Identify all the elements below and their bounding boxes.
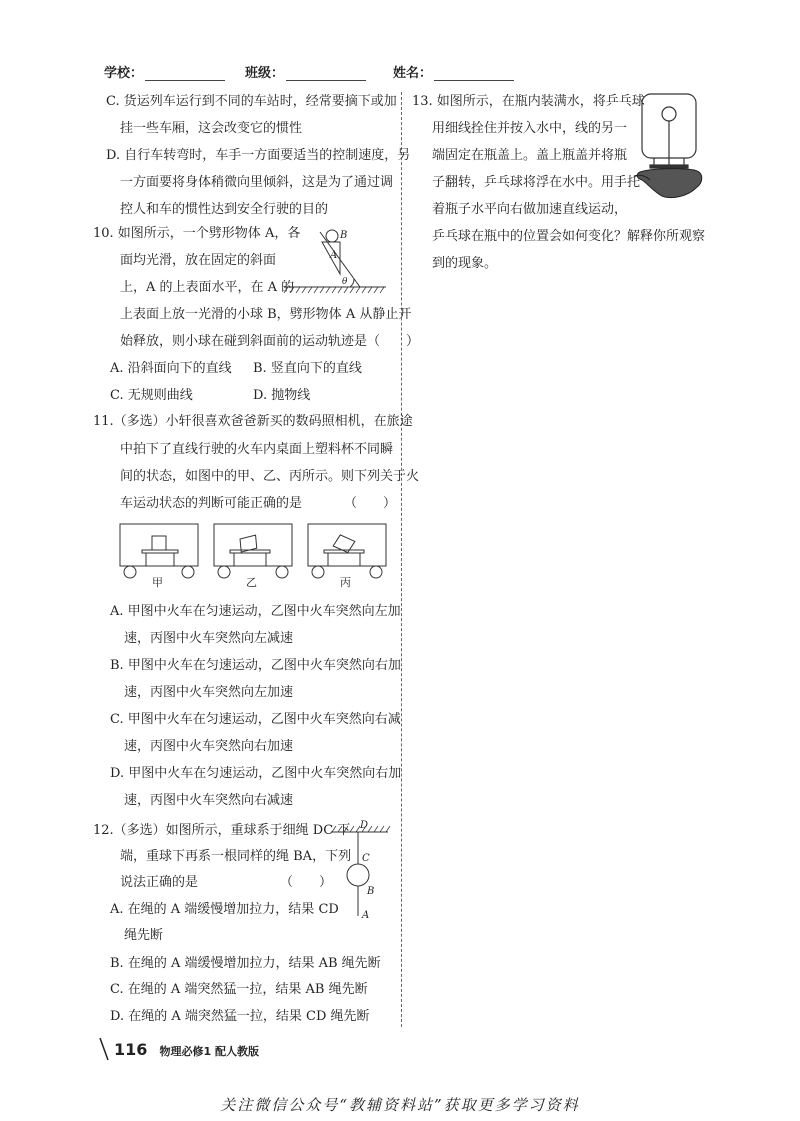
label-jia: 甲 — [152, 576, 163, 589]
hand — [637, 169, 702, 198]
wechat-promo-note: 关注微信公众号“教辅资料站”获取更多学习资料 — [220, 1096, 580, 1114]
heavy-ball — [347, 864, 369, 886]
q10-line5: 始释放，则小球在碰到斜面前的运动轨迹是（ ） — [120, 334, 420, 349]
q11-option-d-line1: D. 甲图中火车在匀速运动，乙图中火车突然向右加 — [110, 766, 402, 781]
class-field: 班级： — [245, 62, 366, 81]
q11-option-b-line1: B. 甲图中火车在匀速运动，乙图中火车突然向右加 — [110, 658, 401, 673]
q13-line6: 乒乓球在瓶中的位置会如何变化？解释你所观察 — [432, 229, 706, 244]
q12-answer-paren: （ ） — [280, 875, 333, 890]
q12-option-a-line1: A. 在绳的 A 端缓慢增加拉力，结果 CD — [110, 902, 339, 917]
book-title: 物理必修1 配人教版 — [159, 1045, 260, 1058]
q13-line7: 到的现象。 — [432, 256, 498, 271]
page-number: 116 — [114, 1040, 148, 1059]
label-b: B — [340, 230, 348, 241]
q13-line3: 端固定在瓶盖上。盖上瓶盖并将瓶 — [432, 148, 628, 163]
wedge-incline-figure — [282, 222, 388, 298]
q13-line2: 用细线拴住并按入水中，线的另一 — [432, 121, 628, 136]
car-yi — [214, 524, 292, 578]
column-divider — [401, 92, 402, 1027]
q10-line1: 10. 如图所示，一个劈形物体 A，各 — [93, 226, 301, 241]
q11-option-d-line2: 速，丙图中火车突然向右减速 — [124, 793, 294, 808]
q10-option-d: D. 抛物线 — [253, 388, 311, 403]
label-a: A — [362, 910, 370, 921]
label-theta: θ — [342, 277, 348, 287]
q12-option-b: B. 在绳的 A 端缓慢增加拉力，结果 AB 绳先断 — [110, 956, 381, 971]
q12-line2: 端，重球下再系一根同样的绳 BA，下列 — [120, 849, 352, 864]
label-bing: 丙 — [340, 576, 351, 589]
q10-option-b: B. 竖直向下的直线 — [253, 361, 362, 376]
q12-option-a-line2: 绳先断 — [124, 928, 164, 943]
q10-line3: 上，A 的上表面水平，在 A 的 — [120, 280, 295, 295]
q9-option-c-line2: 挂一些车厢，这会改变它的惯性 — [120, 121, 303, 136]
q11-option-c-line2: 速，丙图中火车突然向右加速 — [124, 739, 294, 754]
label-b: B — [367, 886, 375, 897]
label-c: C — [362, 853, 370, 864]
q11-line4: 车运动状态的判断可能正确的是 — [120, 496, 303, 511]
ball-b — [326, 230, 338, 242]
car-bing — [308, 524, 386, 578]
student-info-header — [104, 62, 534, 82]
label-d: D — [360, 820, 369, 831]
bottle-ball-figure — [632, 88, 706, 206]
q9-option-d-line2: 一方面要将身体稍微向里倾斜，这是为了通过调 — [120, 175, 394, 190]
q13-line1: 13. 如图所示，在瓶内装满水，将乒乓球 — [412, 94, 645, 109]
bottle-cap — [650, 165, 688, 168]
q10-line2: 面均光滑，放在固定的斜面 — [120, 253, 277, 268]
q11-option-c-line1: C. 甲图中火车在匀速运动，乙图中火车突然向右减 — [110, 712, 401, 727]
school-field: 学校： — [104, 62, 225, 81]
q12-line1: 12.（多选）如图所示，重球系于细绳 DC 下 — [93, 823, 351, 838]
q10-option-c: C. 无规则曲线 — [110, 388, 193, 403]
q11-line3: 间的状态，如图中的甲、乙、丙所示。则下列关于火 — [120, 469, 420, 484]
q11-option-a-line1: A. 甲图中火车在匀速运动，乙图中火车突然向左加 — [110, 604, 401, 619]
page-number-slash — [98, 1036, 112, 1062]
ping-pong-ball — [662, 107, 676, 121]
q12-option-d: D. 在绳的 A 端突然猛一拉，结果 CD 绳先断 — [110, 1009, 370, 1024]
q11-answer-paren: （ ） — [344, 496, 397, 511]
q11-option-a-line2: 速，丙图中火车突然向左减速 — [124, 631, 294, 646]
q11-line1: 11.（多选）小轩很喜欢爸爸新买的数码照相机，在旅途 — [93, 414, 413, 429]
car-jia — [120, 524, 198, 578]
q9-option-c-line1: C. 货运列车运行到不同的车站时，经常要摘下或加 — [106, 94, 397, 109]
page-footer — [114, 1040, 259, 1059]
q10-line4: 上表面上放一光滑的小球 B，劈形物体 A 从静止开 — [120, 307, 412, 322]
q12-option-c: C. 在绳的 A 端突然猛一拉，结果 AB 绳先断 — [110, 982, 368, 997]
q13-line4: 子翻转，乒乓球将浮在水中。用手托 — [432, 175, 641, 190]
q13-line5: 着瓶子水平向右做加速直线运动， — [432, 202, 628, 217]
label-yi: 乙 — [246, 576, 257, 589]
q11-line2: 中拍下了直线行驶的火车内桌面上塑料杯不同瞬 — [120, 442, 394, 457]
train-cups-figure — [112, 520, 397, 592]
q10-option-a: A. 沿斜面向下的直线 — [110, 361, 232, 376]
q11-option-b-line2: 速，丙图中火车突然向左加速 — [124, 685, 294, 700]
hanging-ball-figure — [328, 818, 398, 922]
name-field: 姓名： — [393, 62, 514, 81]
q9-option-d-line1: D. 自行车转弯时，车手一方面要适当的控制速度，另 — [106, 148, 411, 163]
q12-line3: 说法正确的是 — [120, 875, 199, 890]
q9-option-d-line3: 控人和车的惯性达到安全行驶的目的 — [120, 202, 329, 217]
label-a: A — [330, 250, 338, 261]
